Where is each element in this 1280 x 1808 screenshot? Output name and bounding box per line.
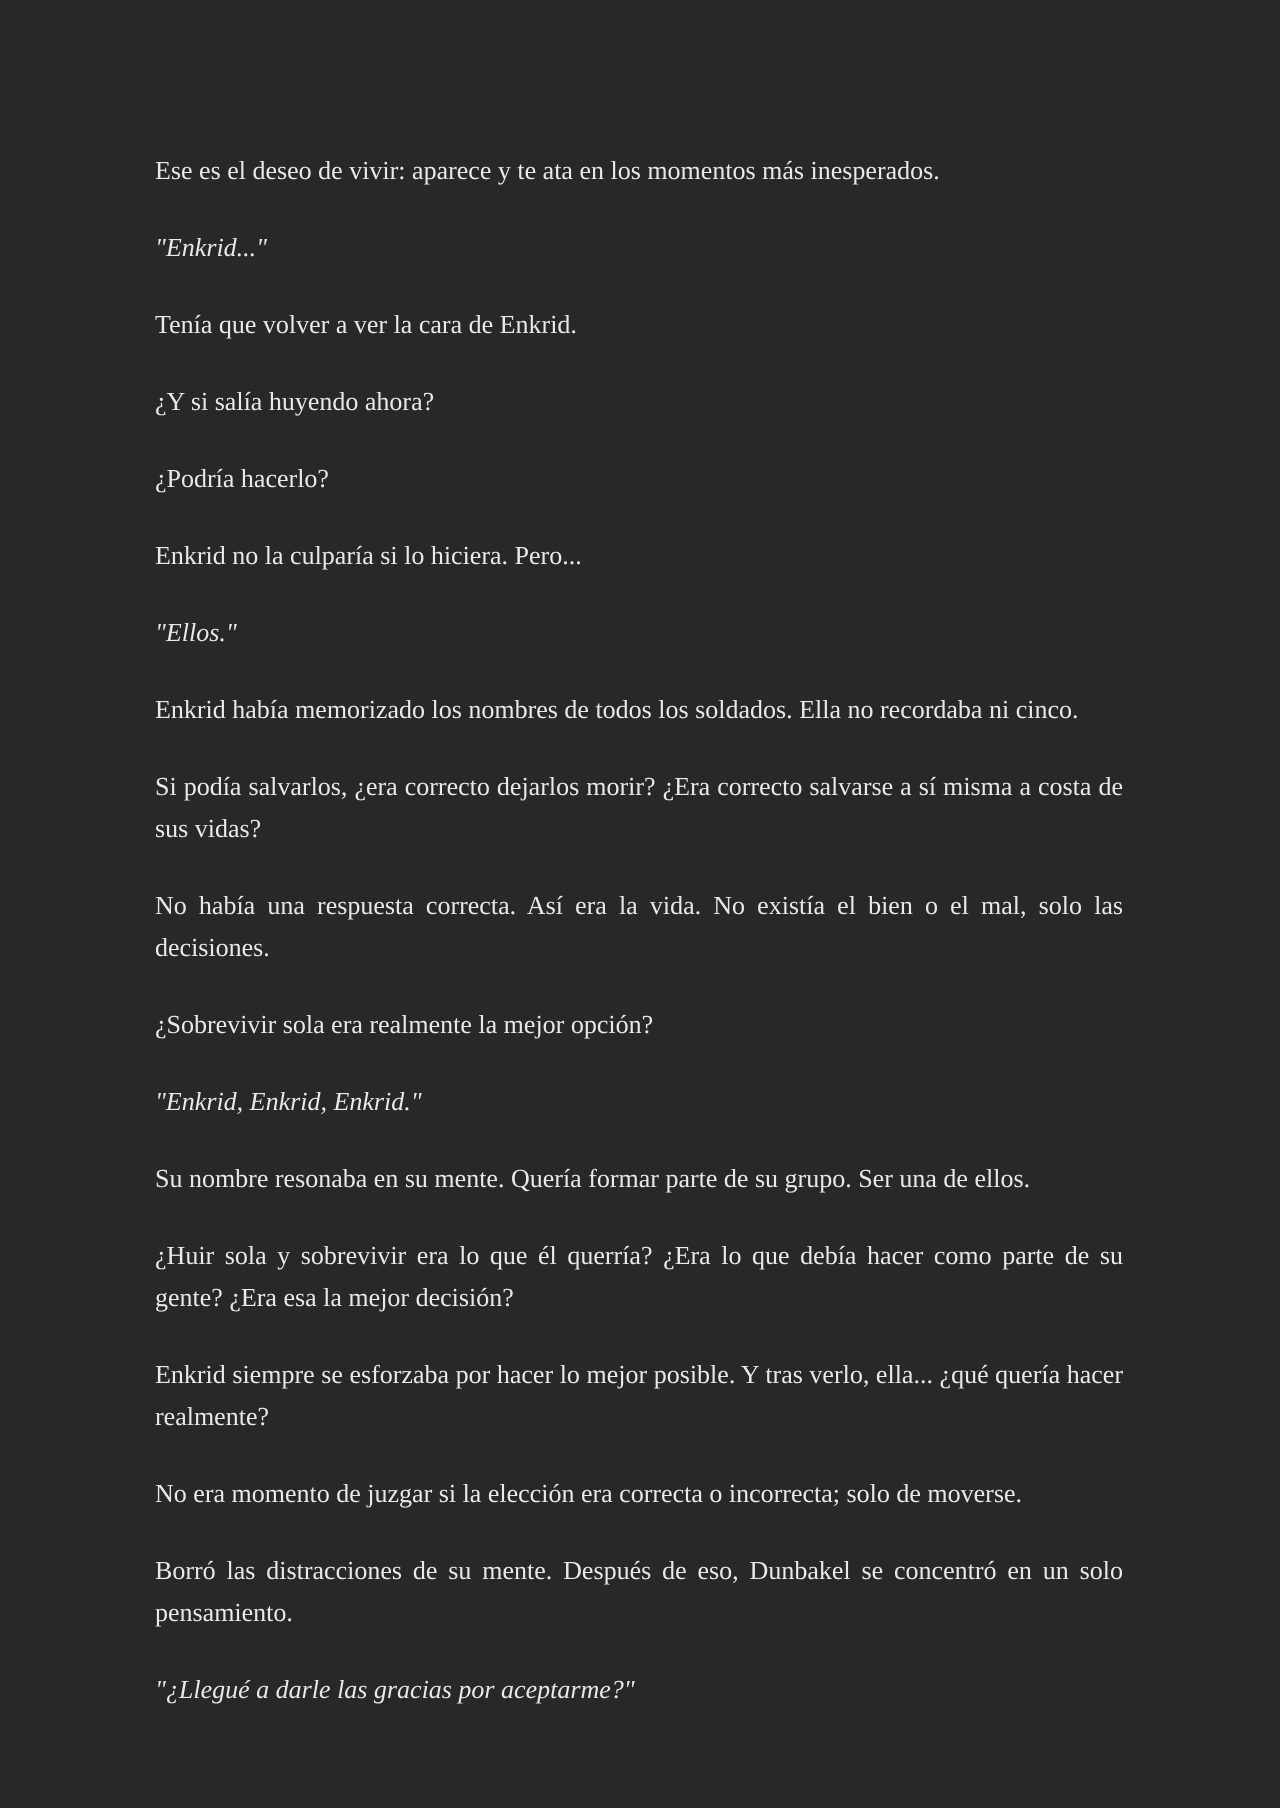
paragraph: Si podía salvarlos, ¿era correcto dejarlos morir? ¿Era correcto salvarse a sí misma a costa de sus vidas? <box>155 772 1123 843</box>
paragraph: Enkrid había memorizado los nombres de todos los soldados. Ella no recordaba ni cinco. <box>155 695 1079 724</box>
paragraph: No era momento de juzgar si la elección era correcta o incorrecta; solo de moverse. <box>155 1479 1022 1508</box>
paragraph: Su nombre resonaba en su mente. Quería formar parte de su grupo. Ser una de ellos. <box>155 1164 1031 1193</box>
paragraph: Enkrid siempre se esforzaba por hacer lo mejor posible. Y tras verlo, ella... ¿qué quería hacer realmente? <box>155 1360 1123 1431</box>
paragraph: Ese es el deseo de vivir: aparece y te ata en los momentos más inesperados. <box>155 156 940 185</box>
paragraph: Borró las distracciones de su mente. Después de eso, Dunbakel se concentró en un solo pensamiento. <box>155 1556 1123 1627</box>
paragraph: Enkrid no la culparía si lo hiciera. Pero... <box>155 541 582 570</box>
paragraph: ¿Podría hacerlo? <box>155 464 329 493</box>
paragraph: ¿Sobrevivir sola era realmente la mejor opción? <box>155 1010 654 1039</box>
dialogue-line: "¿Llegué a darle las gracias por aceptarme?" <box>155 1675 635 1704</box>
dialogue-line: "Enkrid, Enkrid, Enkrid." <box>155 1087 422 1116</box>
dialogue-line: "Enkrid..." <box>155 233 268 262</box>
dialogue-line: "Ellos." <box>155 618 237 647</box>
paragraph: No había una respuesta correcta. Así era la vida. No existía el bien o el mal, solo las decisiones. <box>155 891 1123 962</box>
paragraph: Tenía que volver a ver la cara de Enkrid. <box>155 310 577 339</box>
paragraph: ¿Y si salía huyendo ahora? <box>155 387 435 416</box>
paragraph: ¿Huir sola y sobrevivir era lo que él querría? ¿Era lo que debía hacer como parte de su gente? ¿Era esa la mejor decisión? <box>155 1241 1123 1312</box>
